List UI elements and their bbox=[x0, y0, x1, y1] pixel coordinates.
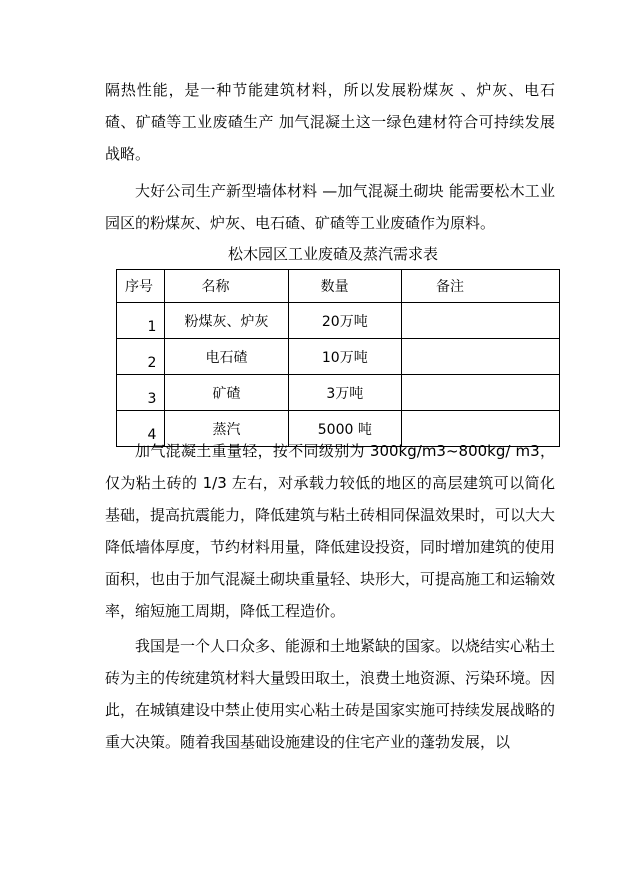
row-quantity: 20万吨 bbox=[288, 303, 401, 339]
header-remarks: 备注 bbox=[402, 270, 560, 303]
table-row bbox=[117, 375, 560, 411]
table-row bbox=[117, 303, 560, 339]
row-name: 矿碴 bbox=[165, 375, 288, 411]
row-name: 电石碴 bbox=[165, 339, 288, 375]
row-quantity: 10万吨 bbox=[288, 339, 401, 375]
row-index: 1 bbox=[117, 303, 165, 339]
row-index: 4 bbox=[117, 411, 165, 447]
row-name: 粉煤灰、炉灰 bbox=[165, 303, 288, 339]
row-remarks bbox=[402, 339, 560, 375]
row-name: 蒸汽 bbox=[165, 411, 288, 447]
table-row bbox=[117, 339, 560, 375]
row-quantity: 3万吨 bbox=[288, 375, 401, 411]
table-header-row bbox=[117, 270, 560, 303]
row-index: 3 bbox=[117, 375, 165, 411]
row-remarks bbox=[402, 375, 560, 411]
paragraph-company-intro: 大好公司生产新型墙体材料 —加气混凝土砌块 能需要松木工业园区的粉煤灰、炉灰、电石碴、矿碴等工业废碴作为原料。 bbox=[105, 182, 555, 232]
paragraph-national-policy: 我国是一个人口众多、能源和土地紧缺的国家。以烧结实心粘土砖为主的传统建筑材料大量毁田取土，浪费土地资源、污染环境。因此，在城镇建设中禁止使用实心粘土砖是国家实施可持续发展战略的重大决策。随着我国基础设施建设的住宅产业的蓬勃发展，以 bbox=[105, 637, 556, 751]
row-remarks bbox=[402, 303, 560, 339]
paragraph-insulation: 隔热性能，是一种节能建筑材料，所以发展粉煤灰 、炉灰、电石碴、矿碴等工业废碴生产 加气混凝土这一绿色建材符合可持续发展战略。 bbox=[105, 81, 555, 163]
demand-table bbox=[116, 269, 560, 447]
row-index: 2 bbox=[117, 339, 165, 375]
paragraph-aerated-concrete: 加气混凝土重量轻，按不同级别为 300kg/m3~800kg/ m3，仅为粘土砖的 1/3 左右，对承载力较低的地区的高层建筑可以简化基础，提高抗震能力，降低建筑与粘土砖相同保温效果时，可以大大降低墙体厚度，节约材料用量，降低建设投资，同时增加建筑的使用面积，也由于加气混凝土砌块重量轻、块形大，可提高施工和运输效率，缩短施工周期，降低工程造价。 bbox=[105, 442, 556, 620]
header-quantity: 数量 bbox=[288, 270, 401, 303]
table-caption: 松木园区工业废碴及蒸汽需求表 bbox=[227, 245, 438, 263]
header-name: 名称 bbox=[165, 270, 288, 303]
header-index: 序号 bbox=[117, 270, 165, 303]
row-quantity: 5000 吨 bbox=[288, 411, 401, 447]
